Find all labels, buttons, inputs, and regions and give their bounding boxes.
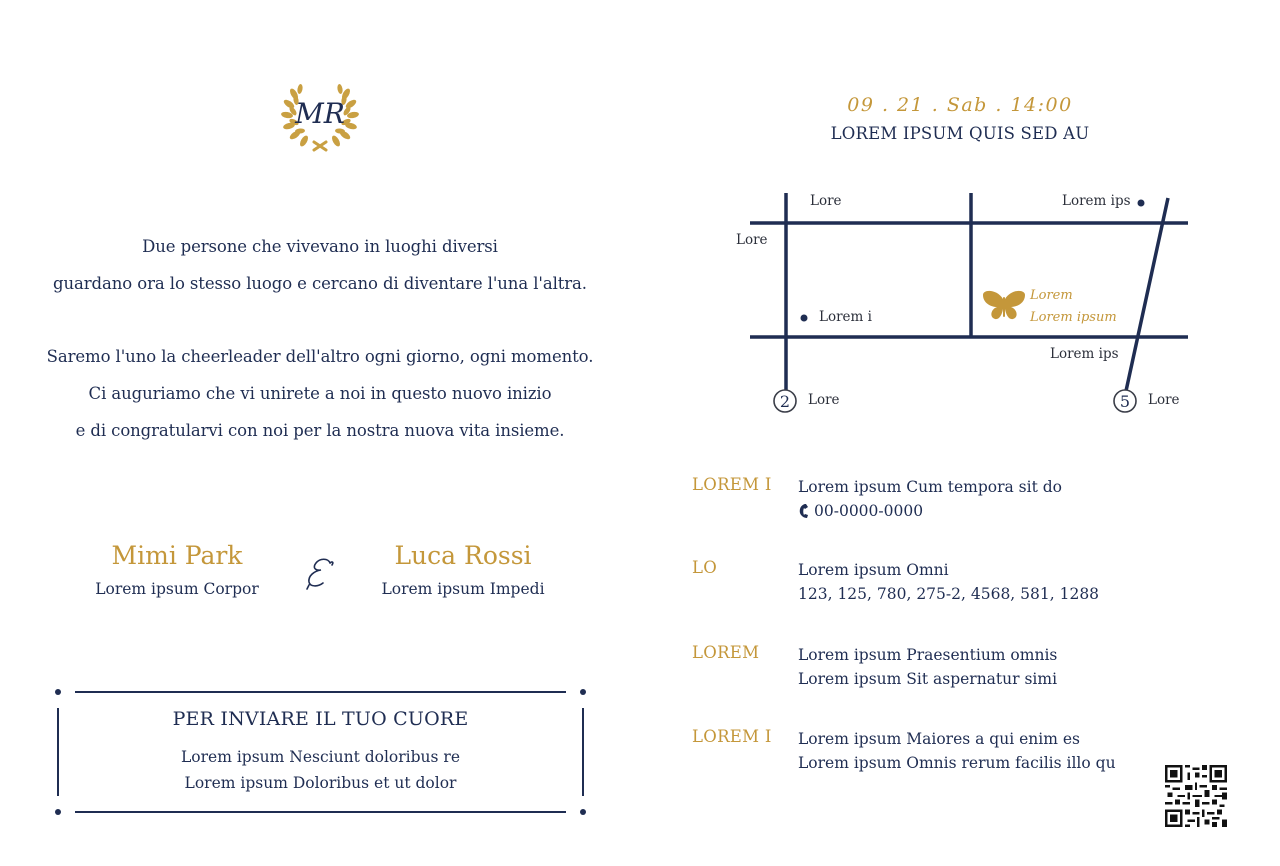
message-line: Lorem ipsum Nesciunt doloribus re <box>181 748 460 766</box>
verse-stanza-1 <box>20 228 620 302</box>
exit-5-marker <box>1114 390 1136 412</box>
map-label: Lore <box>736 232 768 248</box>
info-value <box>798 475 1062 523</box>
corner-dot <box>580 689 586 695</box>
qr-code[interactable] <box>1165 765 1227 827</box>
phone-line <box>798 499 1062 523</box>
verse-line: guardano ora lo stesso luogo e cercano di diventare l'una l'altra. <box>53 274 587 293</box>
ampersand-icon <box>300 555 340 591</box>
svg-text:MR: MR <box>295 97 345 130</box>
bride-block <box>57 540 297 604</box>
svg-text:2: 2 <box>779 392 791 411</box>
info-line: Lorem ipsum Cum tempora sit do <box>798 478 1062 496</box>
corner-dot <box>580 809 586 815</box>
corner-dot <box>55 689 61 695</box>
groom-role: Lorem ipsum Impedi <box>381 580 545 598</box>
corner-dot <box>55 809 61 815</box>
info-line: Lorem ipsum Omni <box>798 561 949 579</box>
info-line: Lorem ipsum Maiores a qui enim es <box>798 730 1080 748</box>
map-label: Lorem ips <box>1050 346 1119 362</box>
map-label: Lore <box>808 392 840 408</box>
verse-line: Ci auguriamo che vi unirete a noi in questo nuovo inizio <box>88 384 552 403</box>
map-label: Lorem i <box>819 309 872 325</box>
phone-icon <box>798 503 810 519</box>
verse-line: Due persone che vivevano in luoghi diversi <box>142 237 498 256</box>
info-value <box>798 727 1116 775</box>
verse-line: Saremo l'uno la cheerleader dell'altro ogni giorno, ogni momento. <box>46 347 594 366</box>
info-value <box>798 643 1057 691</box>
message-title: PER INVIARE IL TUO CUORE <box>172 708 469 730</box>
qr-code-icon <box>1165 765 1227 827</box>
divider <box>75 811 566 813</box>
verse-line: e di congratularvi con noi per la nostra nuova vita insieme. <box>75 421 565 440</box>
phone-number[interactable]: 00-0000-0000 <box>814 502 924 520</box>
info-key: LO <box>692 558 718 577</box>
info-line: 123, 125, 780, 275-2, 4568, 581, 1288 <box>798 585 1100 603</box>
message-box <box>48 682 593 822</box>
verse-stanza-2 <box>20 338 620 449</box>
venue-label: Lorem ipsum <box>1030 310 1117 325</box>
map-label: Lorem ips <box>1062 193 1131 209</box>
bride-name: Mimi Park <box>111 541 243 570</box>
groom-block <box>343 540 583 604</box>
svg-text:5: 5 <box>1119 392 1131 411</box>
info-line: Lorem ipsum Omnis rerum facilis illo qu <box>798 754 1116 772</box>
info-line: Lorem ipsum Sit aspernatur simi <box>798 670 1058 688</box>
groom-name: Luca Rossi <box>394 541 532 570</box>
monogram-logo <box>280 80 360 152</box>
info-key: LOREM <box>692 643 760 662</box>
exit-2-marker <box>774 390 796 412</box>
info-key: LOREM I <box>692 727 772 746</box>
event-date: 09 . 21 . Sab . 14:00 <box>847 94 1073 116</box>
info-line: Lorem ipsum Praesentium omnis <box>798 646 1058 664</box>
location-dot <box>1138 200 1145 207</box>
butterfly-icon <box>983 291 1025 319</box>
map-label: Lore <box>810 193 842 209</box>
ampersand-flourish <box>300 555 340 591</box>
laurel-wreath-icon <box>280 80 360 152</box>
divider <box>75 691 566 693</box>
location-dot <box>801 315 808 322</box>
venue-label: Lorem <box>1030 288 1073 303</box>
info-key: LOREM I <box>692 475 772 494</box>
venue-map <box>730 185 1200 425</box>
message-line: Lorem ipsum Doloribus et ut dolor <box>184 774 457 792</box>
event-venue: LOREM IPSUM QUIS SED AU <box>830 124 1090 143</box>
map-streets <box>730 185 1200 425</box>
map-label: Lore <box>1148 392 1180 408</box>
info-value <box>798 558 1099 606</box>
bride-role: Lorem ipsum Corpor <box>95 580 259 598</box>
